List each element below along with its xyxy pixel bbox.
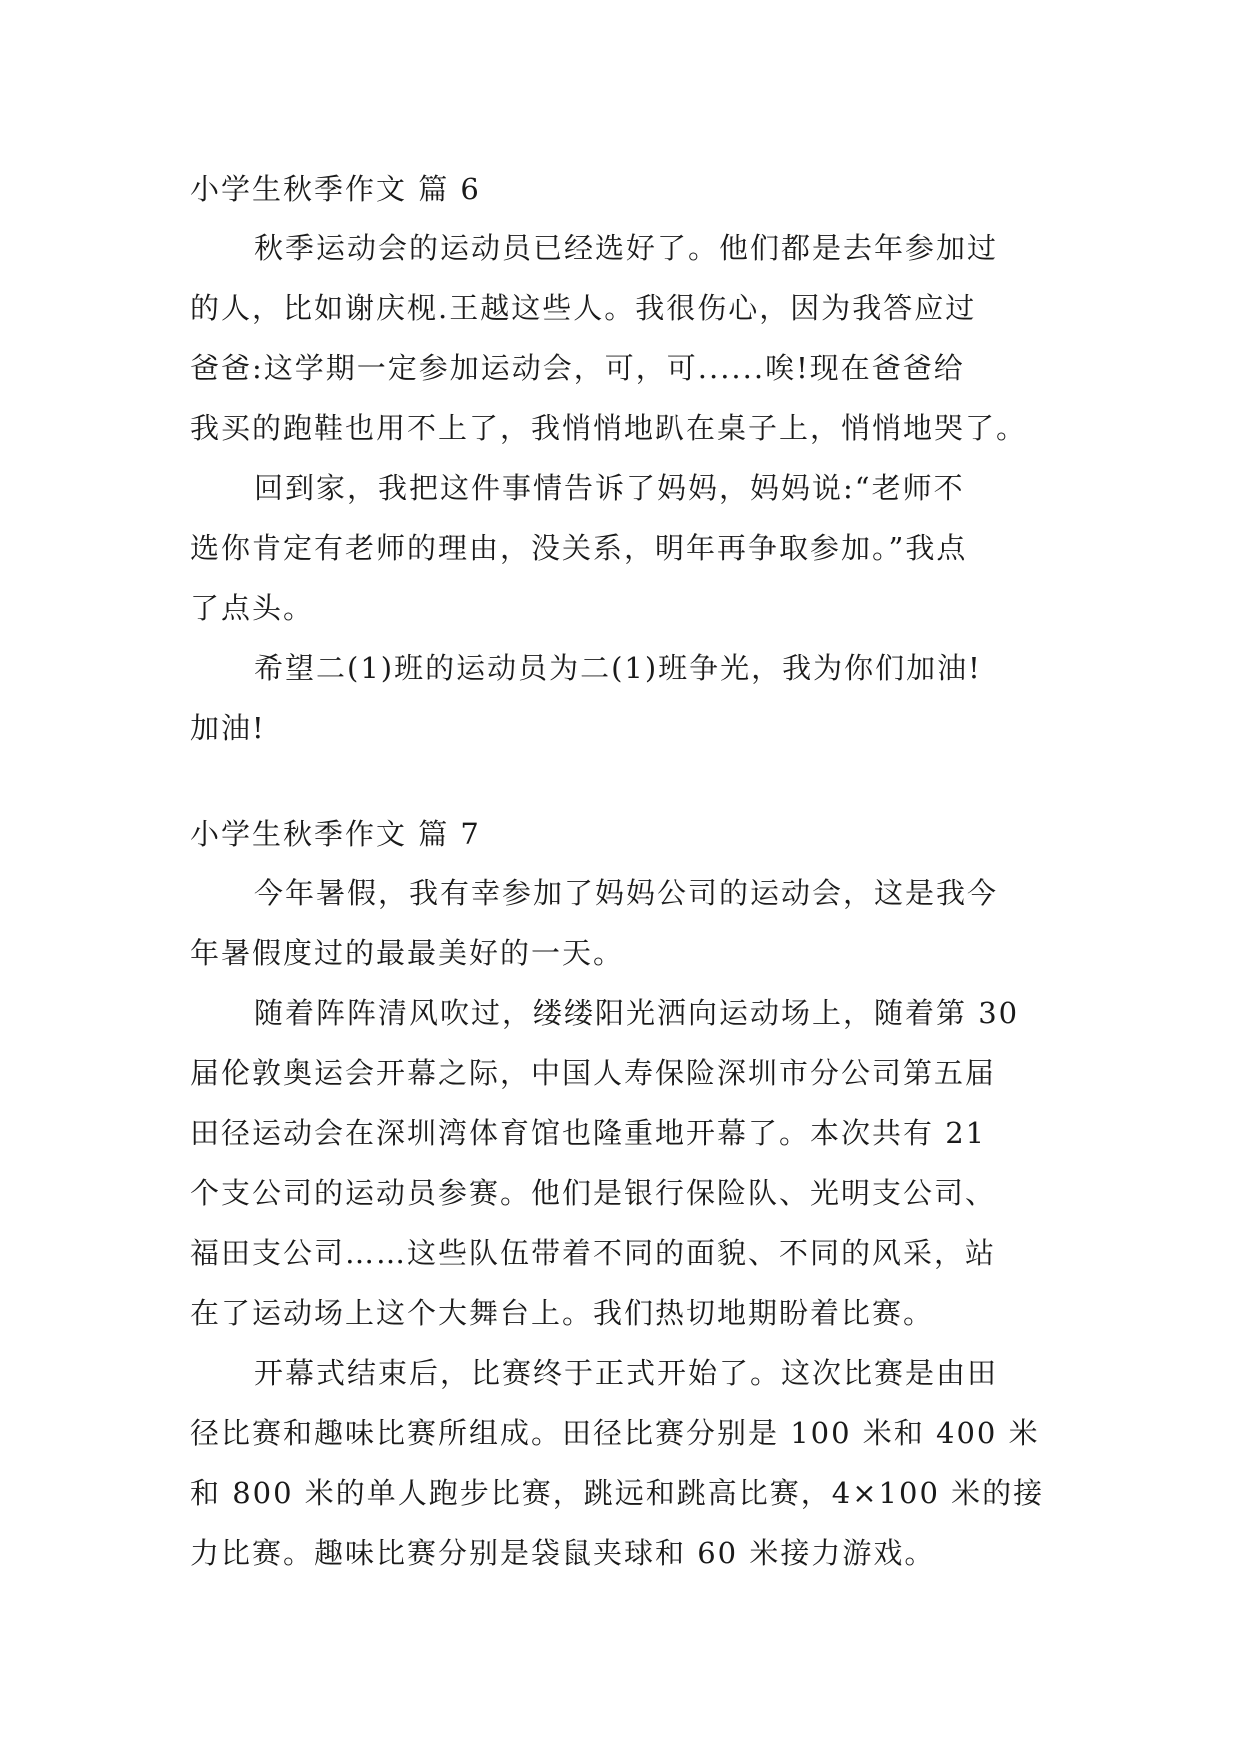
text-line: 了点头。 [190,591,315,625]
text-line: 希望二(1)班的运动员为二(1)班争光，我为你们加油! [254,651,982,685]
text-line: 秋季运动会的运动员已经选好了。他们都是去年参加过 [254,231,999,265]
text-line: 回到家，我把这件事情告诉了妈妈，妈妈说:“老师不 [254,471,965,505]
text-line: 届伦敦奥运会开幕之际，中国人寿保险深圳市分公司第五届 [190,1056,997,1090]
paragraph [190,218,1060,458]
text-line: 爸爸:这学期一定参加运动会，可，可......唉!现在爸爸给 [190,351,965,385]
paragraph [190,1343,1060,1583]
text-line: 加油! [190,711,266,745]
text-line: 在了运动场上这个大舞台上。我们热切地期盼着比赛。 [190,1296,935,1330]
text-line: 和 800 米的单人跑步比赛，跳远和跳高比赛，4×100 米的接 [190,1476,1045,1510]
text-line: 福田支公司……这些队伍带着不同的面貌、不同的风采，站 [190,1236,997,1270]
text-line: 田径运动会在深圳湾体育馆也隆重地开幕了。本次共有 21 [190,1116,987,1150]
section-heading: 小学生秋季作文 篇 7 [190,817,481,851]
paragraph [190,863,1060,983]
section-heading: 小学生秋季作文 篇 6 [190,172,481,206]
paragraph [190,983,1060,1343]
text-line: 我买的跑鞋也用不上了，我悄悄地趴在桌子上，悄悄地哭了。 [190,411,1028,445]
paragraph [190,458,1060,638]
text-line: 径比赛和趣味比赛所组成。田径比赛分别是 100 米和 400 米 [190,1416,1040,1450]
essay-section-7 [190,805,1060,1583]
essay-section-6 [190,160,1060,758]
text-line: 年暑假度过的最最美好的一天。 [190,936,625,970]
text-line: 的人，比如谢庆枧.王越这些人。我很伤心，因为我答应过 [190,291,977,325]
paragraph [190,638,1060,758]
text-line: 选你肯定有老师的理由，没关系，明年再争取参加。”我点 [190,531,968,565]
text-line: 个支公司的运动员参赛。他们是银行保险队、光明支公司、 [190,1176,997,1210]
text-line: 开幕式结束后，比赛终于正式开始了。这次比赛是由田 [254,1356,999,1390]
text-line: 随着阵阵清风吹过，缕缕阳光洒向运动场上，随着第 30 [254,996,1020,1030]
text-line: 力比赛。趣味比赛分别是袋鼠夹球和 60 米接力游戏。 [190,1536,936,1570]
text-line: 今年暑假，我有幸参加了妈妈公司的运动会，这是我今 [254,876,999,910]
